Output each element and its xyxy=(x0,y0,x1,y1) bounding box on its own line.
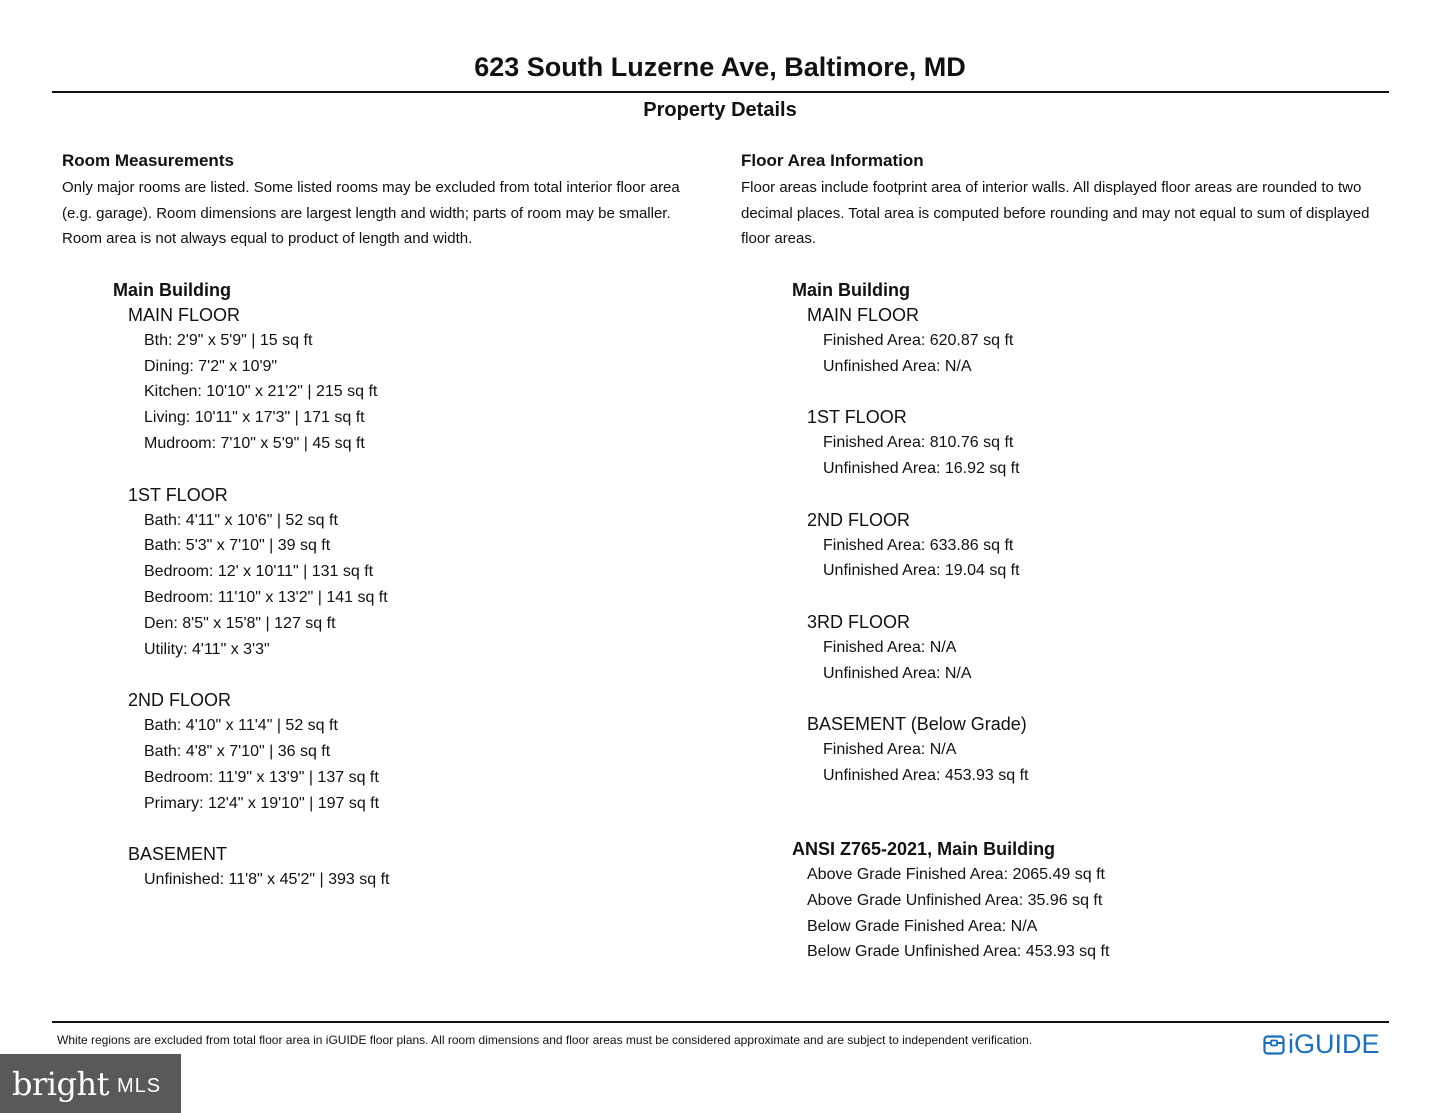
ansi-heading: ANSI Z765-2021, Main Building xyxy=(792,838,1056,859)
area-item: Unfinished Area: 453.93 sq ft xyxy=(823,767,1029,785)
floor-group xyxy=(128,483,712,663)
floor-group xyxy=(807,712,1401,789)
iguide-logo xyxy=(1263,1029,1380,1059)
floor-name: 3RD FLOOR xyxy=(807,611,911,632)
ansi-group xyxy=(792,837,1401,965)
room-item: Bedroom: 11'10" x 13'2" | 141 sq ft xyxy=(144,588,388,606)
bright-logo-mls: MLS xyxy=(116,1075,162,1097)
title-divider xyxy=(52,91,1389,93)
room-measurements-section xyxy=(62,148,712,893)
ansi-item: Above Grade Unfinished Area: 35.96 sq ft xyxy=(807,891,1103,909)
footer-disclaimer: White regions are excluded from total floor area in iGUIDE floor plans. All room dimensions and floor areas must be considered approximate and are subject to independent verification. xyxy=(57,1033,1033,1047)
floor-group xyxy=(807,303,1401,380)
area-item: Finished Area: N/A xyxy=(823,638,957,656)
floor-group xyxy=(807,508,1401,585)
page-title: 623 South Luzerne Ave, Baltimore, MD xyxy=(474,52,966,82)
area-item: Unfinished Area: 19.04 sq ft xyxy=(823,562,1020,580)
area-item: Finished Area: 810.76 sq ft xyxy=(823,434,1014,452)
floor-group xyxy=(807,405,1401,482)
room-item: Utility: 4'11" x 3'3" xyxy=(144,640,270,658)
floor-area-description: Floor areas include footprint area of interior walls. All displayed floor areas are rounded to two decimal places. Total area is computed before rounding and may not equal to sum of displayed floor areas. xyxy=(741,179,1370,248)
room-item: Bath: 4'8" x 7'10" | 36 sq ft xyxy=(144,742,331,760)
ansi-item: Below Grade Finished Area: N/A xyxy=(807,917,1038,935)
floor-name: 2ND FLOOR xyxy=(807,509,911,530)
floor-area-section xyxy=(741,148,1401,965)
floor-group xyxy=(128,688,712,816)
floor-group xyxy=(128,842,712,893)
room-item: Bath: 4'11" x 10'6" | 52 sq ft xyxy=(144,511,338,529)
floor-group xyxy=(807,610,1401,687)
room-item: Bath: 5'3" x 7'10" | 39 sq ft xyxy=(144,537,331,555)
floor-area-tree xyxy=(792,278,1401,965)
room-item: Bedroom: 11'9" x 13'9" | 137 sq ft xyxy=(144,768,379,786)
bright-logo-word: bright xyxy=(12,1064,109,1103)
room-measurements-heading: Room Measurements xyxy=(62,151,234,170)
area-item: Finished Area: 633.86 sq ft xyxy=(823,536,1014,554)
floor-name: BASEMENT xyxy=(128,844,228,865)
room-item: Bth: 2'9" x 5'9" | 15 sq ft xyxy=(144,331,313,349)
floor-name: MAIN FLOOR xyxy=(807,304,920,325)
iguide-camera-icon xyxy=(1263,1033,1285,1055)
room-item: Dining: 7'2" x 10'9" xyxy=(144,357,278,375)
building-name: Main Building xyxy=(792,279,910,300)
room-item: Bath: 4'10" x 11'4" | 52 sq ft xyxy=(144,717,338,735)
footer-divider xyxy=(52,1021,1389,1023)
area-item: Unfinished Area: N/A xyxy=(823,664,972,682)
room-measurements-description: Only major rooms are listed. Some listed rooms may be excluded from total interior floor area (e.g. garage). Room dimensions are largest length and width; parts of room may be smaller. Room area is not always equal to product of length and width. xyxy=(62,179,680,248)
floor-name: 2ND FLOOR xyxy=(128,690,232,711)
building-name: Main Building xyxy=(113,279,231,300)
room-item: Unfinished: 11'8" x 45'2" | 393 sq ft xyxy=(144,871,390,889)
area-item: Unfinished Area: 16.92 sq ft xyxy=(823,459,1020,477)
floor-area-heading: Floor Area Information xyxy=(741,151,924,170)
room-item: Living: 10'11" x 17'3" | 171 sq ft xyxy=(144,409,365,427)
page-subtitle: Property Details xyxy=(643,99,797,121)
room-item: Den: 8'5" x 15'8" | 127 sq ft xyxy=(144,614,336,632)
area-item: Finished Area: N/A xyxy=(823,741,957,759)
floor-name: 1ST FLOOR xyxy=(807,407,907,428)
room-item: Primary: 12'4" x 19'10" | 197 sq ft xyxy=(144,794,380,812)
area-item: Unfinished Area: N/A xyxy=(823,357,972,375)
room-item: Mudroom: 7'10" x 5'9" | 45 sq ft xyxy=(144,434,365,452)
floor-name: MAIN FLOOR xyxy=(128,304,241,325)
ansi-item: Below Grade Unfinished Area: 453.93 sq ft xyxy=(807,943,1110,961)
floor-name: BASEMENT (Below Grade) xyxy=(807,714,1027,735)
area-item: Finished Area: 620.87 sq ft xyxy=(823,331,1014,349)
floor-group xyxy=(128,303,712,457)
floor-name: 1ST FLOOR xyxy=(128,484,228,505)
bright-mls-logo xyxy=(0,1054,181,1113)
room-item: Bedroom: 12' x 10'11" | 131 sq ft xyxy=(144,563,374,581)
room-item: Kitchen: 10'10" x 21'2" | 215 sq ft xyxy=(144,383,378,401)
room-measurements-tree xyxy=(113,278,712,893)
iguide-logo-text: iGUIDE xyxy=(1288,1029,1380,1059)
ansi-item: Above Grade Finished Area: 2065.49 sq ft xyxy=(807,865,1105,883)
